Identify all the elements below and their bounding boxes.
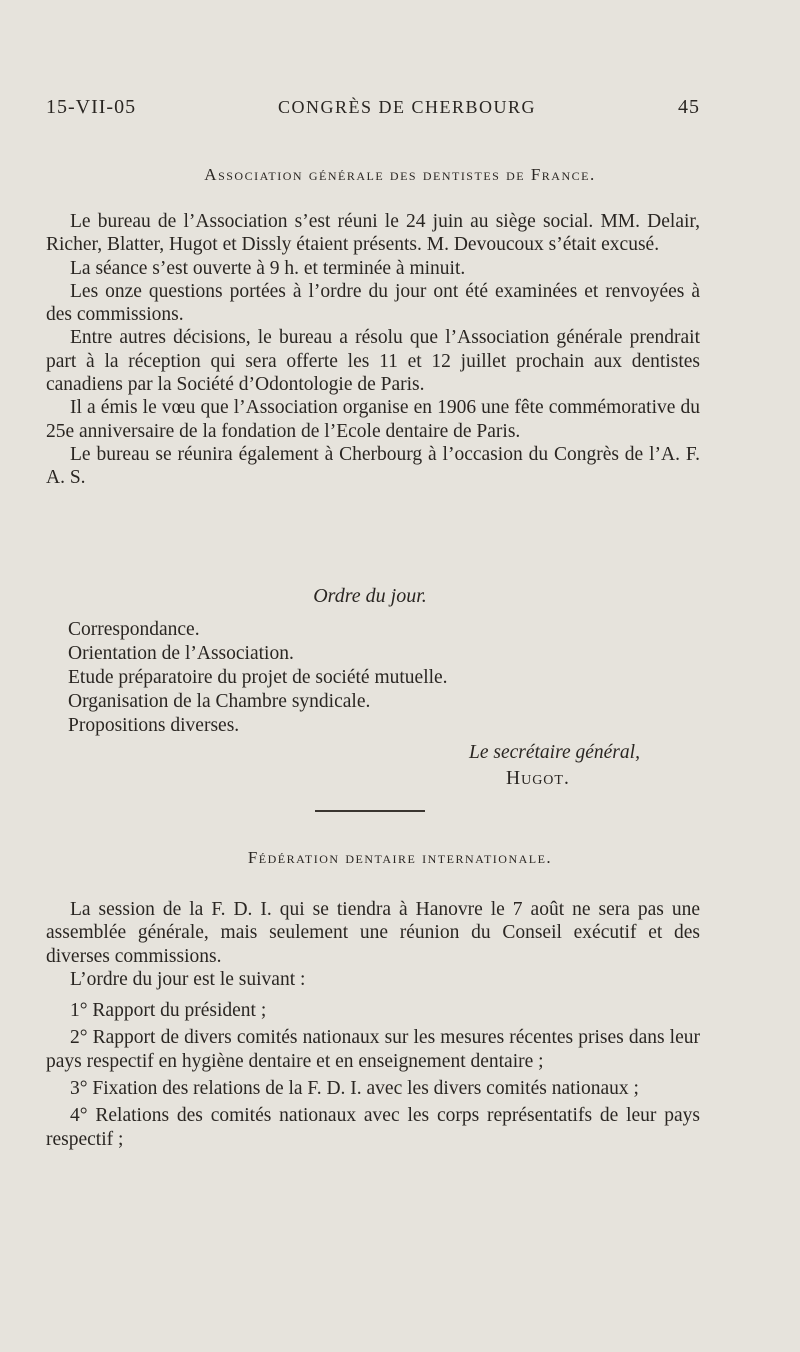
- header-date: 15-VII-05: [46, 96, 137, 118]
- paragraph: Le bureau de l’Association s’est réuni le 24 juin au siège social. MM. Delair, Richer, Blatter, Hugot et Dissly étaient présents. M. Devoucoux s’était excusé.: [46, 211, 700, 256]
- federation-agenda-list: [46, 999, 700, 1151]
- agenda-item: Correspondance.: [68, 619, 200, 640]
- agenda-list: [68, 618, 668, 738]
- header-title: CONGRÈS DE CHERBOURG: [278, 97, 537, 117]
- section-title-association: Association générale des dentistes de France.: [204, 165, 596, 184]
- list-item: 1° Rapport du président ;: [70, 1000, 267, 1022]
- list-item: 3° Fixation des relations de la F. D. I. avec les divers comités nationaux ;: [70, 1078, 639, 1100]
- signature-role: Le secrétaire général,: [469, 742, 640, 763]
- paragraph: La session de la F. D. I. qui se tiendra à Hanovre le 7 août ne sera pas une assemblée générale, mais seulement une réunion du Conseil exécutif et des diverses commissions.: [46, 899, 700, 967]
- paragraph: Il a émis le vœu que l’Association organise en 1906 une fête commémorative du 25e anniversaire de la fondation de l’Ecole dentaire de Paris.: [46, 397, 700, 442]
- paragraph: Les onze questions portées à l’ordre du jour ont été examinées et renvoyées à des commissions.: [46, 280, 700, 326]
- federation-body: [46, 898, 700, 1155]
- list-item: 2° Rapport de divers comités nationaux sur les mesures récentes prises dans leur pays respectif en hygiène dentaire et en enseignement dentaire ;: [46, 1027, 700, 1072]
- signature: [460, 740, 720, 792]
- agenda-item: Organisation de la Chambre syndicale.: [68, 691, 371, 712]
- list-item: 4° Relations des comités nationaux avec les corps représentatifs de leur pays respectif ;: [46, 1105, 700, 1150]
- section-title-federation: Fédération dentaire internationale.: [247, 848, 553, 867]
- paragraph: La séance s’est ouverte à 9 h. et terminée à minuit.: [70, 257, 466, 279]
- page-number: 45: [678, 96, 700, 118]
- running-header: [46, 96, 700, 119]
- agenda-title: Ordre du jour.: [313, 585, 427, 607]
- association-body: [46, 210, 700, 490]
- agenda-item: Orientation de l’Association.: [68, 643, 294, 664]
- section-divider: [315, 810, 425, 812]
- paragraph: L’ordre du jour est le suivant :: [70, 968, 306, 990]
- agenda-item: Etude préparatoire du projet de société mutuelle.: [68, 667, 448, 688]
- signature-name: Hugot.: [506, 768, 570, 789]
- agenda-item: Propositions diverses.: [68, 715, 240, 736]
- paragraph: Le bureau se réunira également à Cherbourg à l’occasion du Congrès de l’A. F. A. S.: [46, 443, 700, 489]
- paragraph: Entre autres décisions, le bureau a résolu que l’Association générale prendrait part à la réception qui sera offerte les 11 et 12 juillet prochain aux dentistes canadiens par la Société d’Odontologie de Paris.: [46, 327, 700, 396]
